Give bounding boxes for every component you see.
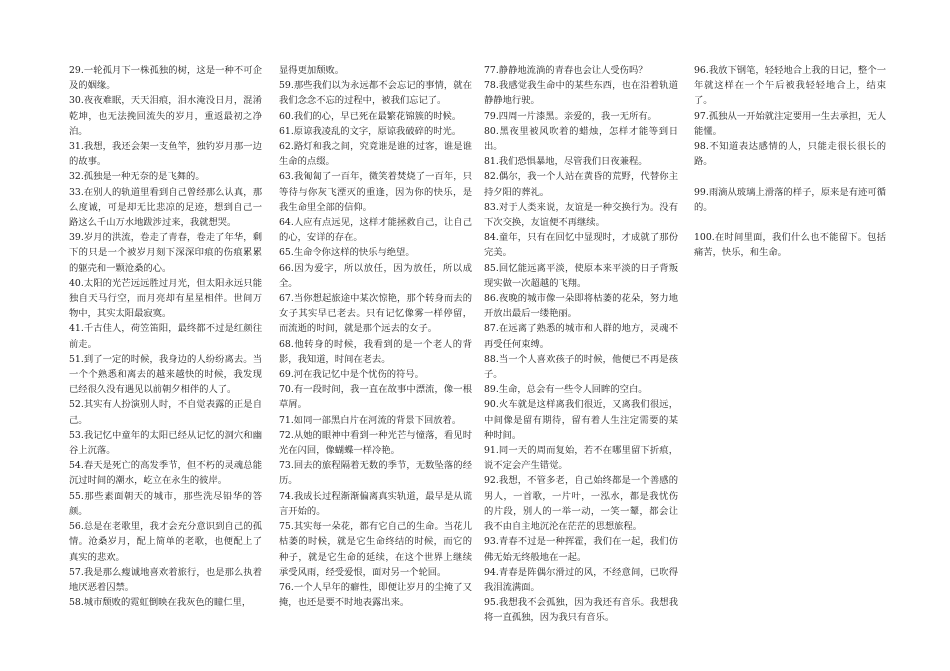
paragraph: 71.如同一部黑白片在河流的背景下回放着。	[279, 414, 462, 426]
paragraph: 33.在别人的轨道里看到自己曾经那么认真，那么度诚，可是却无比悲凉的足迹，想到自己一路这么千山万水地跋涉过来，我就想哭。	[69, 186, 262, 229]
paragraph: 58.城市颓败的霓虹倒映在我灰色的瞳仁里，	[69, 597, 252, 609]
paragraph: 65.生命令你这样的快乐与绝望。	[279, 247, 415, 259]
paragraph: 98.不知道表达感情的人，只能走很长很长的路。	[694, 141, 886, 168]
paragraph: 76.一个人早年的癖性，即便让岁月的尘掩了又掩，也还是要不时地表露出来。	[279, 581, 472, 609]
paragraph: 86.夜晚的城市像一朵即将枯萎的花朵，努力地开放出最后一缕艳丽。	[484, 293, 678, 320]
paragraph: 59.那些我们以为永远都不会忘记的事情，就在我们念念不忘的过程中，被我们忘记了。	[279, 80, 472, 107]
paragraph: 51.到了一定的时候，我身边的人纷纷离去。当一个个熟悉和离去的越来越快的时候，我发现已经很久没有遇见以前朝夕相伴的人了。	[69, 353, 262, 396]
paragraph: 63.我匍匐了一百年，微笑着焚烧了一百年，只等待与你灰飞湮灭的重逢，因为你的快乐，是我生命里全部的信仰。	[279, 171, 472, 213]
paragraph: 84.童年，只有在回忆中显现时，才成就了那份完美。	[484, 232, 678, 259]
paragraph: 96.我放下钢笔，轻轻地合上我的日记，整个一年就这样在一个午后被我轻轻地合上，结束了。	[694, 65, 886, 107]
paragraph: 82.偶尔，我一个人站在黄昏的荒野，代替你主持夕阳的葬礼。	[484, 171, 678, 198]
paragraph: 32.孤独是一种无奈的是飞舞的。	[69, 171, 205, 183]
paragraph: 70.有一段时间，我一直在故事中漂流，像一根草屑。	[279, 384, 472, 411]
paragraph: 61.原谅我凌乱的文字，原谅我破碎的时光。	[279, 125, 462, 137]
paragraph: 74.我成长过程渐渐偏离真实轨道，最早是从谎言开始的。	[279, 490, 472, 517]
paragraph: 90.火车就是这样离我们很近，又离我们很远，中间像是留有期待，留有着人生注定需要的某种时间。	[484, 399, 678, 441]
paragraph: 31.我想，我还会架一支鱼竿，独钓岁月那一边的故事。	[69, 141, 262, 168]
paragraph: 41.千古佳人，荷笠笛阳，最终都不过是红颜往前走。	[69, 323, 262, 350]
paragraph: 79.四周一片漆黑。亲爱的，我一无所有。	[484, 110, 657, 122]
paragraph: 83.对于人类来说，友谊是一种交换行为。没有下次交换，友谊便不再继续。	[484, 201, 678, 229]
paragraph: 89.生命，总会有一些令人回眸的空白。	[484, 384, 648, 396]
paragraph: 80.黑夜里被风吹着的蜡烛，怎样才能等到日出。	[484, 125, 678, 153]
paragraph: 39.岁月的洪流，卷走了青春，卷走了年华，剩下的只是一个被岁月刻下深深印痕的伤痕累累的躯壳和一颗沧桑的心。	[69, 232, 262, 274]
paragraph: 60.我们的心，早已死在最繁花锦簇的时候。	[279, 110, 462, 122]
paragraph: 72.从她的眼神中看到一种光芒与憧落，看见时光在闪回，像蝴蝶一样冷艳。	[279, 429, 472, 457]
paragraph: 57.我是那么瘦诚地喜欢着旅行，也是那么执着地厌恶着囚禁。	[69, 566, 262, 593]
paragraph: 67.当你想起旅途中某次惊艳，那个转身而去的女子其实早已老去。只有记忆像雾一样停留，而流逝的时间，就是那个远去的女子。	[279, 293, 472, 335]
paragraph: 54.春天是死亡的高发季节，但不朽的灵魂总能沉过时间的潮水，屹立在永生的彼岸。	[69, 460, 262, 487]
paragraph: 77.静静地流淌的青春也会让人受伤吗？	[484, 65, 648, 76]
paragraph: 97.孤独从一开始就注定要用一生去承担，无人能懂。	[694, 110, 886, 137]
paragraph: 29.一轮孤月下一株孤独的树，这是一种不可企及的姻缘。	[69, 65, 262, 92]
paragraph: 53.我记忆中童年的太阳已经从记忆的洞穴和幽谷上沉落。	[69, 429, 262, 457]
paragraph: 88.当一个人喜欢孩子的时候，他便已不再是孩子。	[484, 353, 678, 381]
paragraph: 81.我们恐惧暴地，尽管我们日夜兼程。	[484, 156, 648, 168]
paragraph: 94.青春是阵偶尔滑过的风，不经意间，已吹得我泪流满面。	[484, 566, 678, 593]
paragraph: 66.因为爱字，所以放任，因为放任，所以成全。	[279, 262, 472, 289]
paragraph: 75.其实每一朵花，都有它自己的生命。当花儿枯萎的时候，就是它生命终结的时候，而它的种子，就是它生命的延续，在这个世界上继续承受风雨，经受爱恨，面对另一个轮回。	[279, 521, 472, 578]
paragraph: 52.其实有人扮演别人时，不自觉表露的正是自己。	[69, 399, 262, 426]
text-column-2	[279, 63, 472, 610]
paragraph: 78.我感觉我生命中的某些东西，也在沿着轨道静静地行驶。	[484, 80, 678, 107]
paragraph: 73.回去的旅程隔着无数的季节，无数坠落的经历。	[279, 460, 472, 487]
paragraph: 40.太阳的光芒远远胜过月光，但太阳永远只能独自天马行空，而月亮却有星星相伴。世间万物中，其实太阳最寂寞。	[69, 277, 262, 320]
paragraph: 69.河在我记忆中是个忧伤的符号。	[279, 369, 424, 381]
text-column-3	[484, 63, 678, 626]
paragraph: 95.我想我不会孤独，因为我还有音乐。我想我将一直孤独，因为我只有音乐。	[484, 597, 678, 624]
paragraph: 显得更加颓败。	[279, 65, 345, 76]
paragraph: 87.在远离了熟悉的城市和人群的地方，灵魂不再受任何束缚。	[484, 323, 678, 350]
paragraph: 62.路灯和我之间，究竟谁是谁的过客，谁是谁生命的点缀。	[279, 141, 472, 168]
paragraph: 64.人应有点远见，这样才能拯救自己，让自己的心，安详的存在。	[279, 217, 472, 244]
paragraph: 100.在时间里面，我们什么也不能留下。包括痛苦，快乐，和生命。	[694, 232, 886, 259]
paragraph: 99.雨滴从玻璃上滑落的样子，原来是有迹可循的。	[694, 186, 886, 213]
paragraph: 85.回忆能远离平淡，使原本来平淡的日子背叛现实做一次超越的飞翔。	[484, 262, 678, 289]
text-column-4	[694, 63, 886, 261]
paragraph: 92.我想，不管多老，自己始终都是一个善感的男人，一首歌，一片叶，一泓水，都是我忧伤的片段，别人的一举一动，一笑一颦，都会让我不由自主地沉沦在茫茫的思想旅程。	[484, 475, 678, 533]
paragraph: 91.同一天的周而复始，若不在哪里留下折痕，说不定会产生错觉。	[484, 445, 678, 472]
paragraph: 68.他转身的时候，我看到的是一个老人的背影，我知道，时间在老去。	[279, 338, 472, 365]
paragraph: 93.青春不过是一种挥霍，我们在一起，我们仿佛无始无终般地在一起。	[484, 536, 678, 563]
paragraph: 56.总是在老歌里，我才会充分意识到自己的孤情。沧桑岁月，配上简单的老歌，也便配上了真实的悲欢。	[69, 521, 262, 563]
paragraph: 55.那些素面朝天的城市，那些洗尽铅华的答颜。	[69, 490, 262, 517]
paragraph: 30.夜夜难眠，天天泪痕，泪水淹没日月，混淆乾坤，也无法挽回流失的岁月，重返最初之净泊。	[69, 95, 262, 137]
text-column-1	[69, 63, 262, 610]
